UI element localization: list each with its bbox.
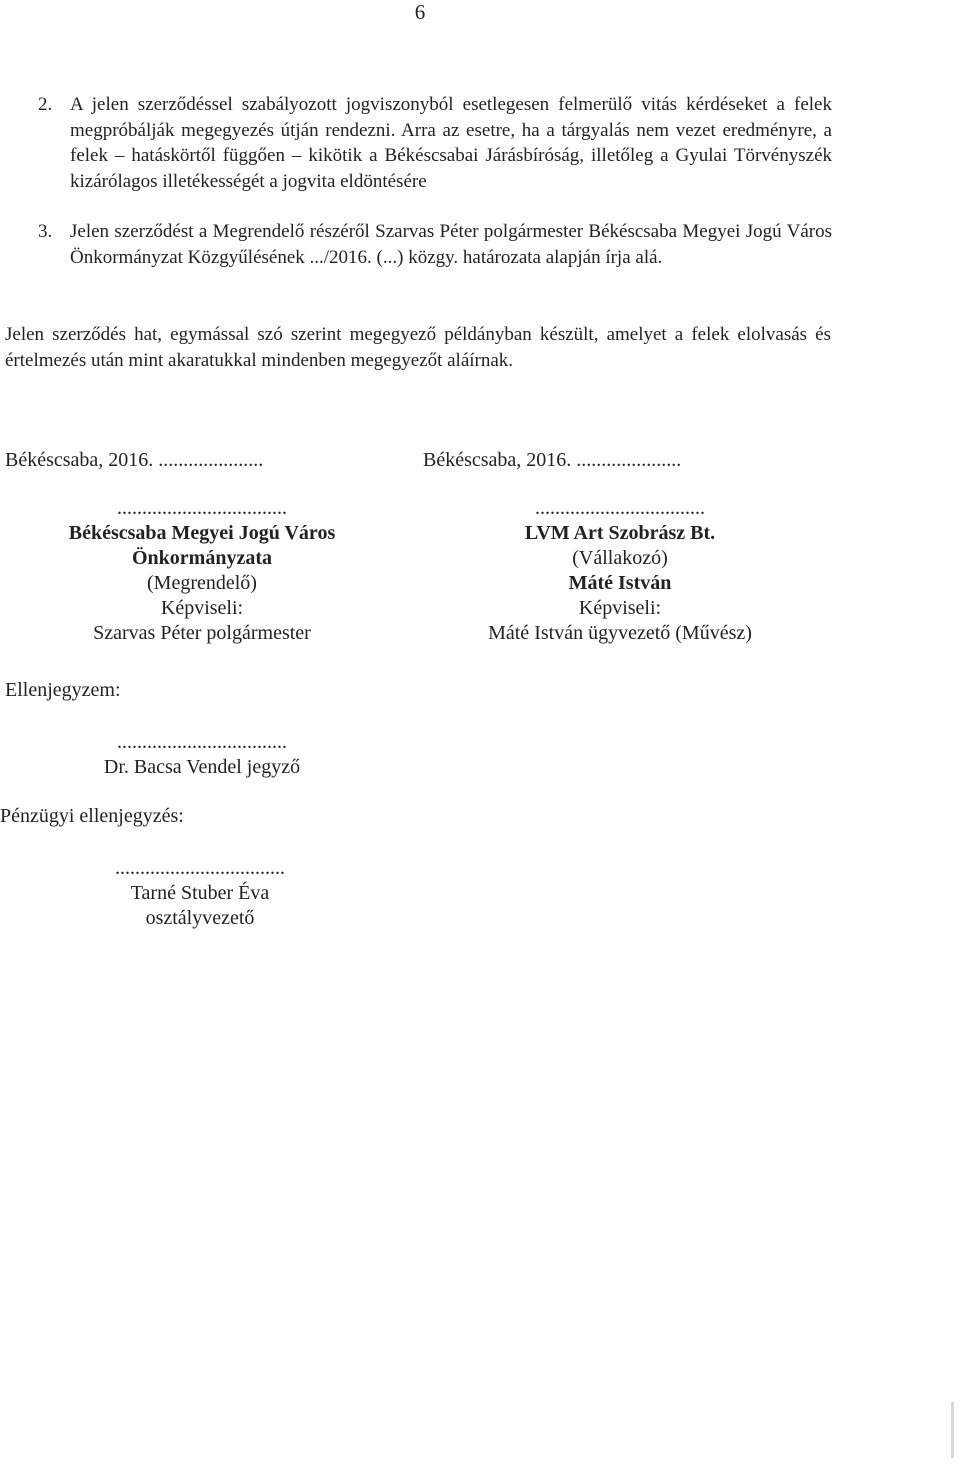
closing-paragraph: Jelen szerződés hat, egymással szó szerint megegyező példányban készült, amelyet a felek elolvasás és értelmezés után mint akaratukkal mindenben megegyezőt aláírnak.: [5, 324, 831, 371]
right-signature-block: [455, 496, 785, 646]
party-role: (Vállakozó): [572, 547, 668, 569]
clause-2: [38, 92, 832, 194]
party-role: (Megrendelő): [147, 572, 257, 594]
clause-number: 3.: [38, 221, 53, 242]
rep-name: Szarvas Péter polgármester: [93, 622, 311, 644]
clause-number: 2.: [38, 94, 53, 115]
rep-name: Máté István ügyvezető (Művész): [488, 622, 752, 644]
countersign-label: Ellenjegyzem:: [5, 679, 121, 701]
financial-countersign-name: Tarné Stuber Éva: [130, 882, 270, 904]
signature-line: ..................................: [117, 497, 287, 519]
signature-line: ..................................: [535, 497, 705, 519]
party-name-line2: Önkormányzata: [132, 547, 272, 569]
countersign-name: Dr. Bacsa Vendel jegyző: [103, 756, 301, 778]
rep-label: Képviseli:: [578, 597, 662, 619]
financial-countersign-label: Pénzügyi ellenjegyzés:: [0, 805, 184, 827]
countersign-block: [52, 730, 352, 780]
scan-edge-mark: [951, 1402, 954, 1458]
financial-countersign-block: [50, 856, 350, 931]
clause-text: A jelen szerződéssel szabályozott jogviszonyból esetlegesen felmerülő vitás kérdéseket a felek megpróbálják megegyezés útján rendezni. Arra az esetre, ha a tárgyalás nem vezet eredményre, a felek – hatáskörtől függően – kikötik a Békéscsabai Járásbíróság, illetőleg a Gyulai Törvényszék kizárólagos illetékességét a jogvita eldöntésére: [70, 94, 832, 192]
party-name-line1: Békéscsaba Megyei Jogú Város: [68, 522, 336, 544]
left-place-date: Békéscsaba, 2016. .....................: [5, 449, 264, 471]
party-name: LVM Art Szobrász Bt.: [524, 522, 716, 544]
financial-countersign-title: osztályvezető: [145, 907, 255, 929]
signature-line: ..................................: [117, 731, 287, 753]
rep-label: Képviseli:: [160, 597, 244, 619]
right-place-date: Békéscsaba, 2016. .....................: [423, 449, 682, 471]
clause-text: Jelen szerződést a Megrendelő részéről Szarvas Péter polgármester Békéscsaba Megyei Jogú Város Önkormányzat Közgyűlésének .../2016. (...) közgy. határozata alapján írja alá.: [70, 221, 832, 268]
left-signature-block: [37, 496, 367, 646]
party-person: Máté István: [568, 572, 672, 594]
clause-3: [38, 219, 832, 270]
signature-line: ..................................: [115, 857, 285, 879]
page-number: 6: [414, 0, 426, 24]
